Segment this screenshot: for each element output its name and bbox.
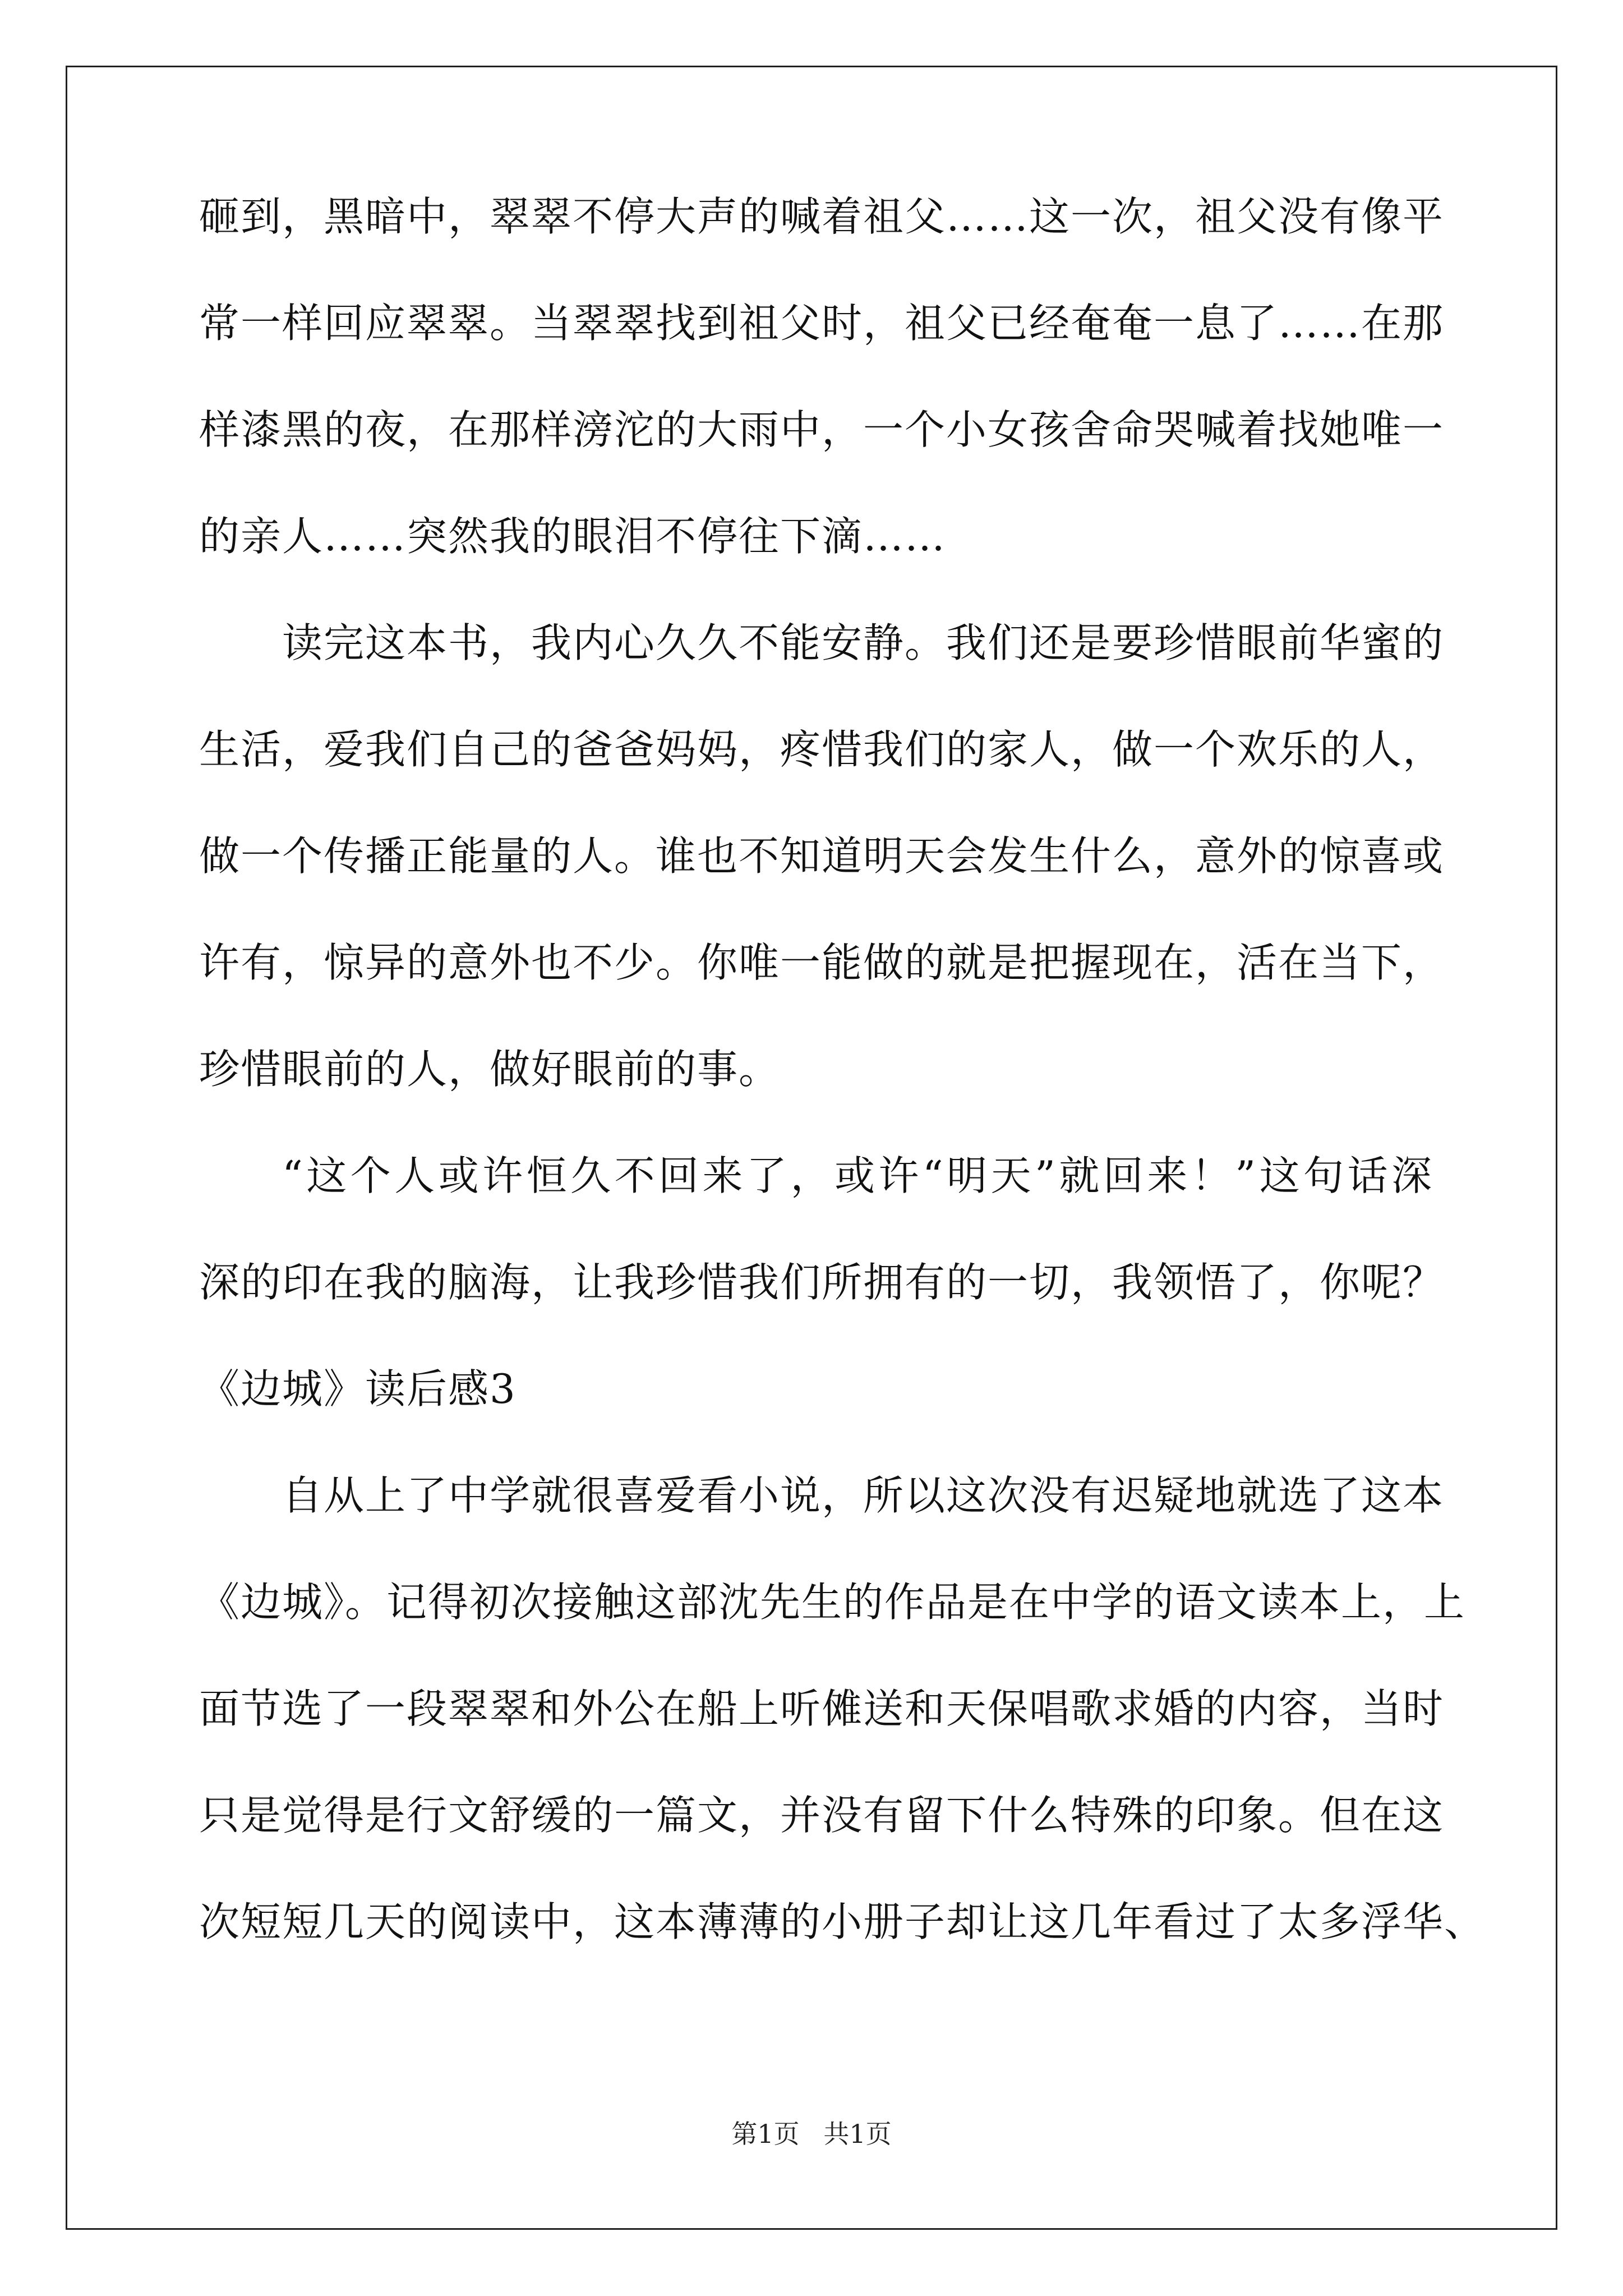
text-line-13: 自从上了中学就很喜爱看小说，所以这次没有迟疑地就选了这本: [282, 1472, 1445, 1519]
text-line-15: 面节选了一段翠翠和外公在船上听傩送和天保唱歌求婚的内容，当时: [199, 1685, 1445, 1732]
text-line-16: 只是觉得是行文舒缓的一篇文，并没有留下什么特殊的印象。但在这: [199, 1792, 1445, 1839]
text-line-14: 《边城》。记得初次接触这部沈先生的作品是在中学的语文读本上，上: [199, 1579, 1466, 1626]
text-line-7: 做一个传播正能量的人。谁也不知道明天会发生什么，意外的惊喜或: [199, 832, 1445, 880]
text-line-2: 常一样回应翠翠。当翠翠找到祖父时，祖父已经奄奄一息了……在那: [199, 300, 1445, 347]
text-line-11: 深的印在我的脑海，让我珍惜我们所拥有的一切，我领悟了，你呢？: [199, 1259, 1445, 1306]
text-line-10: “这个人或许恒久不回来了，或许“明天”就回来！”这句话深: [282, 1152, 1433, 1199]
page-total: 共1页: [823, 2119, 892, 2149]
text-line-3: 样漆黑的夜，在那样滂沱的大雨中，一个小女孩舍命哭喊着找她唯一: [199, 406, 1445, 453]
page-number: 第1页: [731, 2119, 800, 2149]
text-line-8: 许有，惊异的意外也不少。你唯一能做的就是把握现在，活在当下，: [199, 939, 1445, 986]
text-line-6: 生活，爱我们自己的爸爸妈妈，疼惜我们的家人，做一个欢乐的人，: [199, 726, 1445, 773]
text-line-1: 砸到，黑暗中，翠翠不停大声的喊着祖父……这一次，祖父没有像平: [199, 193, 1445, 240]
text-line-5: 读完这本书，我内心久久不能安静。我们还是要珍惜眼前华蜜的: [282, 619, 1445, 666]
page-footer: [0, 2114, 1623, 2151]
text-line-4: 的亲人……突然我的眼泪不停往下滴……: [199, 513, 947, 560]
text-line-17: 次短短几天的阅读中，这本薄薄的小册子却让这几年看过了太多浮华、: [199, 1898, 1486, 1945]
section-heading: 《边城》读后感3: [199, 1365, 517, 1412]
document-body: [199, 193, 1486, 2008]
text-line-9: 珍惜眼前的人，做好眼前的事。: [199, 1046, 781, 1093]
